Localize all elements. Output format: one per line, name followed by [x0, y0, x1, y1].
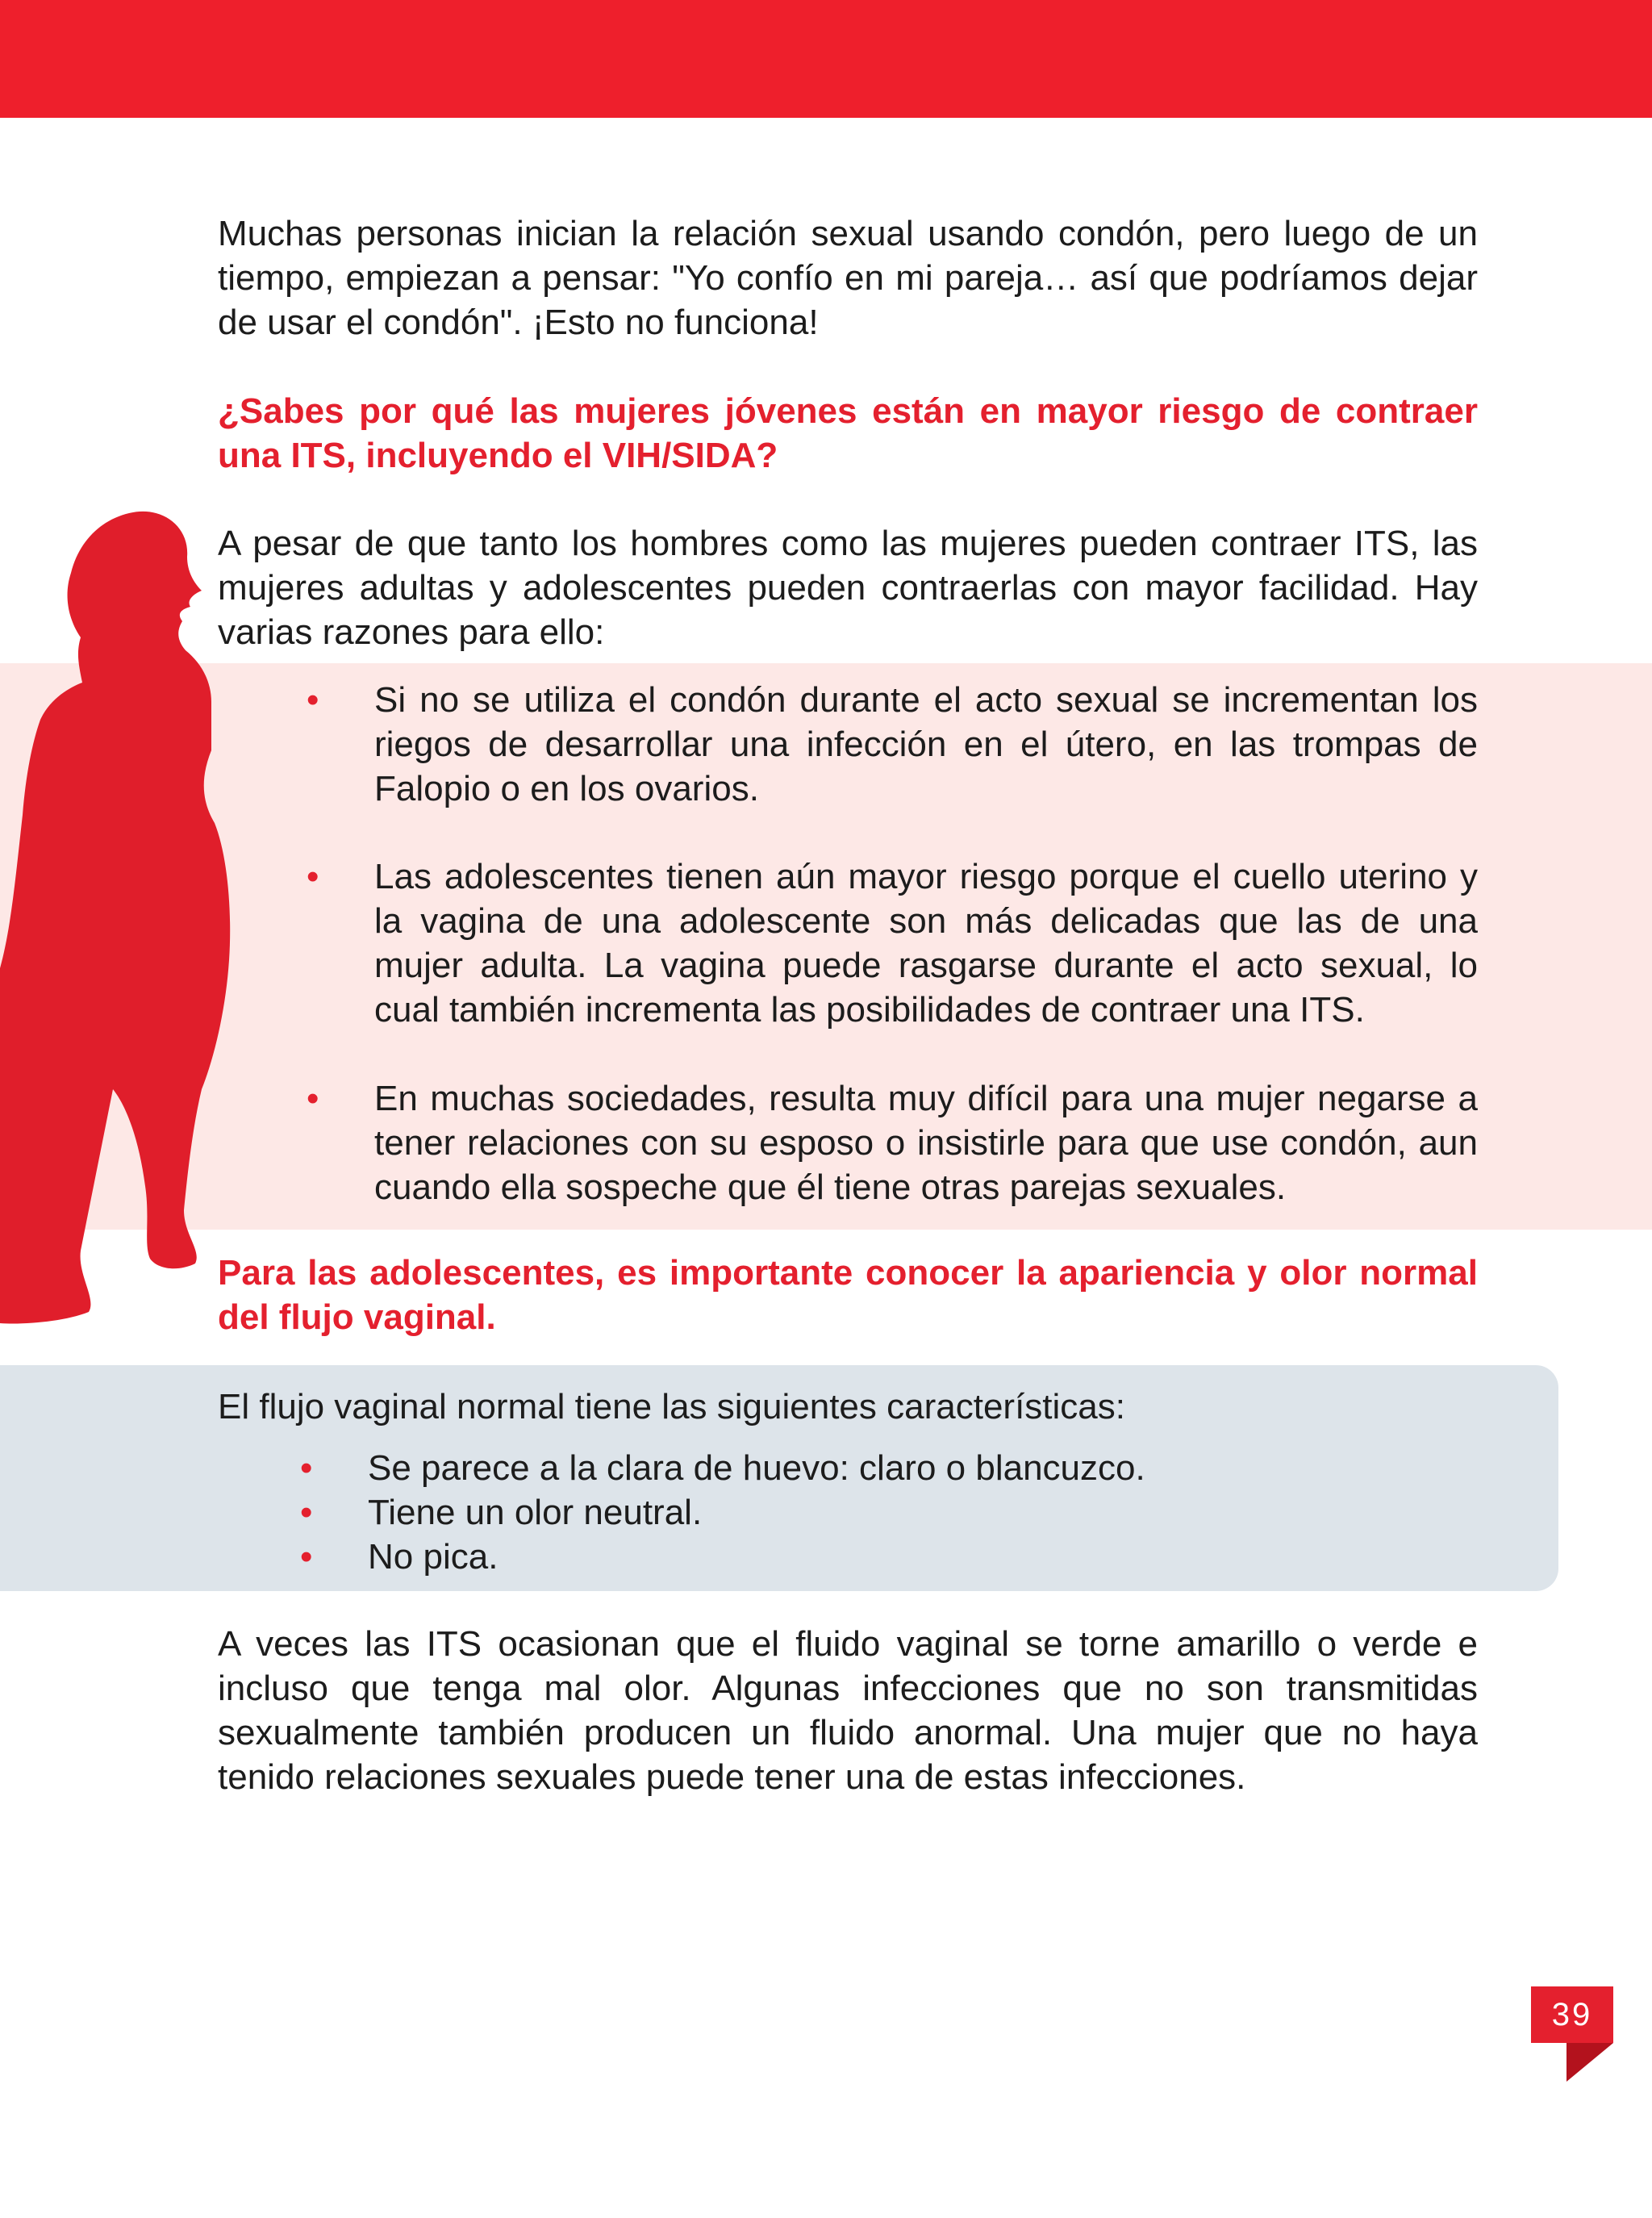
- closing-paragraph: A veces las ITS ocasionan que el fluido vaginal se torne amarillo o verde e incluso que tenga mal olor. Algunas infecciones que no son transmitidas sexualmente también producen un fluido anormal. Una mujer que no haya tenido relaciones sexuales puede tener una de estas infecciones.: [218, 1624, 1478, 1797]
- page-number: 39: [1551, 1997, 1593, 2032]
- flow-item: Se parece a la clara de huevo: claro o blancuzco.: [368, 1448, 1145, 1488]
- bullet-icon: •: [300, 1537, 313, 1577]
- flow-item: Tiene un olor neutral.: [368, 1493, 703, 1532]
- woman-silhouette-icon: [0, 508, 242, 1339]
- bullet-icon: •: [307, 1079, 319, 1118]
- flow-item: No pica.: [368, 1537, 499, 1577]
- heading-vaginal-flow: Para las adolescentes, es importante conocer la apariencia y olor normal del flujo vaginal.: [218, 1253, 1478, 1337]
- reason-text: Si no se utiliza el condón durante el acto sexual se incrementan los riegos de desarrollar una infección en el útero, en las trompas de Falopio o en los ovarios.: [374, 680, 1478, 808]
- header-bar: [0, 0, 1652, 118]
- intro-paragraph: Muchas personas inician la relación sexual usando condón, pero luego de un tiempo, empiezan a pensar: "Yo confío en mi pareja… así que podríamos dejar de usar el condón". ¡Esto no funciona!: [218, 214, 1478, 342]
- bullet-icon: •: [300, 1448, 313, 1488]
- flow-intro: El flujo vaginal normal tiene las siguientes características:: [218, 1387, 1125, 1426]
- reason-text: En muchas sociedades, resulta muy difícil para una mujer negarse a tener relaciones con su esposo o insistirle para que use condón, aun cuando ella sospeche que él tiene otras parejas sexuales.: [374, 1079, 1478, 1207]
- reason-text: Las adolescentes tienen aún mayor riesgo porque el cuello uterino y la vagina de una adolescente son más delicadas que las de una mujer adulta. La vagina puede rasgarse durante el acto sexual, lo cual también incrementa las posibilidades de contraer una ITS.: [374, 857, 1478, 1030]
- risk-paragraph: A pesar de que tanto los hombres como las mujeres pueden contraer ITS, las mujeres adultas y adolescentes pueden contraerlas con mayor facilidad. Hay varias razones para ello:: [218, 524, 1478, 652]
- heading-why-young-women: ¿Sabes por qué las mujeres jóvenes están en mayor riesgo de contraer una ITS, incluyendo el VIH/SIDA?: [218, 391, 1478, 475]
- bullet-icon: •: [307, 857, 319, 896]
- bullet-icon: •: [300, 1493, 313, 1532]
- bullet-icon: •: [307, 680, 319, 720]
